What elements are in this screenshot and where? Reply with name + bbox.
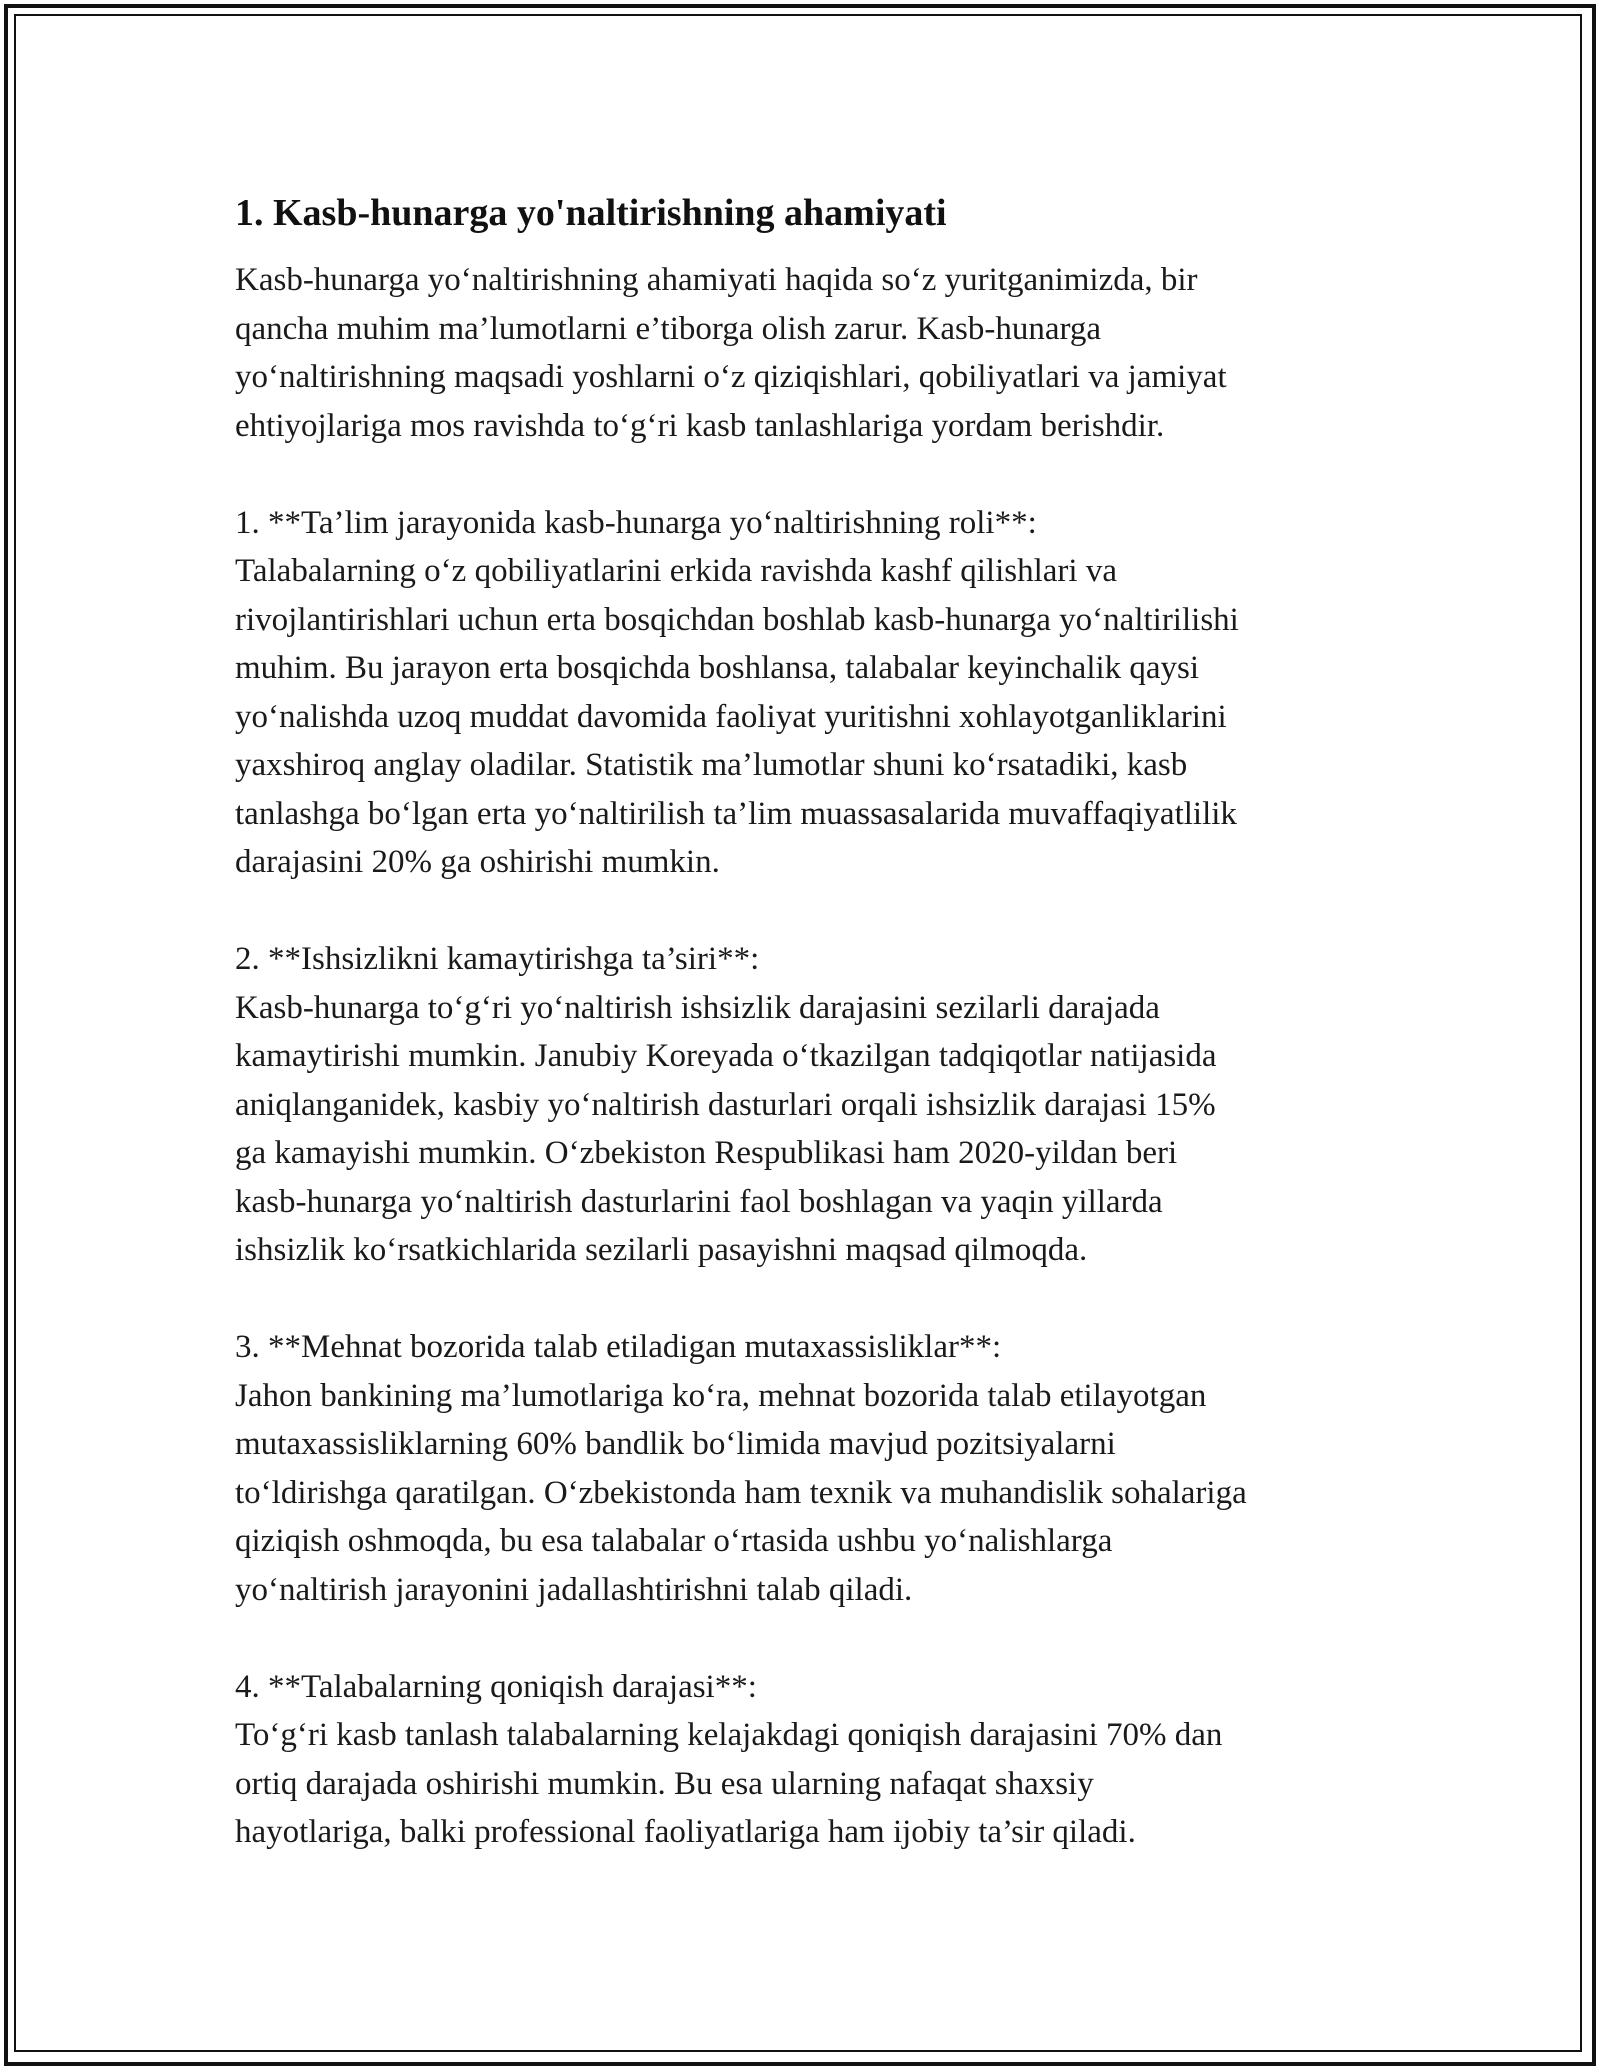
section-4-heading: 4. **Talabalarning qoniqish darajasi**: [235, 1668, 757, 1705]
section-3-body: Jahon bankining ma’lumotlariga ko‘ra, mehnat bozorida talab etilayotgan mutaxassisliklarning 60% bandlik bo‘limida mavjud pozitsiyalarni to‘ldirishga qaratilgan. O‘zbekistonda ham texnik va muhandislik sohalariga qiziqish oshmoqda, bu esa talabalar o‘rtasida ushbu yo‘nalishlarga yo‘naltirish jarayonini jadallashtirishni talab qiladi. [235, 1377, 1247, 1608]
section-2-body: Kasb-hunarga to‘g‘ri yo‘naltirish ishsizlik darajasini sezilarli darajada kamaytirishi mumkin. Janubiy Koreyada o‘tkazilgan tadqiqotlar natijasida aniqlanganidek, kasbiy yo‘naltirish dasturlari orqali ishsizlik darajasi 15% ga kamayishi mumkin. O‘zbekiston Respublikasi ham 2020-yildan beri kasb-hunarga yo‘naltirish dasturlarini faol boshlagan va yaqin yillarda ishsizlik ko‘rsatkichlarida sezilarli pasayishni maqsad qilmoqda. [235, 989, 1217, 1268]
section-1-body: Talabalarning o‘z qobiliyatlarini erkida ravishda kashf qilishlari va rivojlantirishlari uchun erta bosqichdan boshlab kasb-hunarga yo‘naltirilishi muhim. Bu jarayon erta bosqichda boshlansa, talabalar keyinchalik qaysi yo‘nalishda uzoq muddat davomida faoliyat yuritishni xohlayotganliklarini yaxshiroq anglay oladilar. Statistik ma’lumotlar shuni ko‘rsatadiki, kasb tanlashga bo‘lgan erta yo‘naltirilish ta’lim muassasalarida muvaffaqiyatlilik darajasini 20% ga oshirishi mumkin. [235, 553, 1239, 880]
section-3-heading: 3. **Mehnat bozorida talab etiladigan mutaxassisliklar**: [235, 1329, 1002, 1365]
paragraph-gap [235, 450, 1395, 499]
paragraph-gap [235, 1614, 1395, 1663]
paragraph-gap [235, 887, 1395, 936]
document-title: 1. Kasb-hunarga yo'naltirishning ahamiyati [235, 192, 947, 234]
paragraph-gap [235, 1275, 1395, 1324]
section-2-heading: 2. **Ishsizlikni kamaytirishga ta’siri**: [235, 941, 760, 977]
section-4-body: To‘g‘ri kasb tanlash talabalarning kelajakdagi qoniqish darajasini 70% dan ortiq darajada oshirishi mumkin. Bu esa ularning nafaqat shaxsiy hayotlariga, balki professional faoliyatlariga ham ijobiy ta’sir qiladi. [235, 1717, 1223, 1850]
document-content [235, 188, 1395, 1857]
section-1-heading: 1. **Ta’lim jarayonida kasb-hunarga yo‘naltirishning roli**: [235, 504, 1037, 541]
intro-paragraph: Kasb-hunarga yo‘naltirishning ahamiyati haqida so‘z yuritganimizda, bir qancha muhim ma’lumotlarni e’tiborga olish zarur. Kasb-hunarga yo‘naltirishning maqsadi yoshlarni o‘z qiziqishlari, qobiliyatlari va jamiyat ehtiyojlariga mos ravishda to‘g‘ri kasb tanlashlariga yordam berishdir. [235, 262, 1227, 444]
